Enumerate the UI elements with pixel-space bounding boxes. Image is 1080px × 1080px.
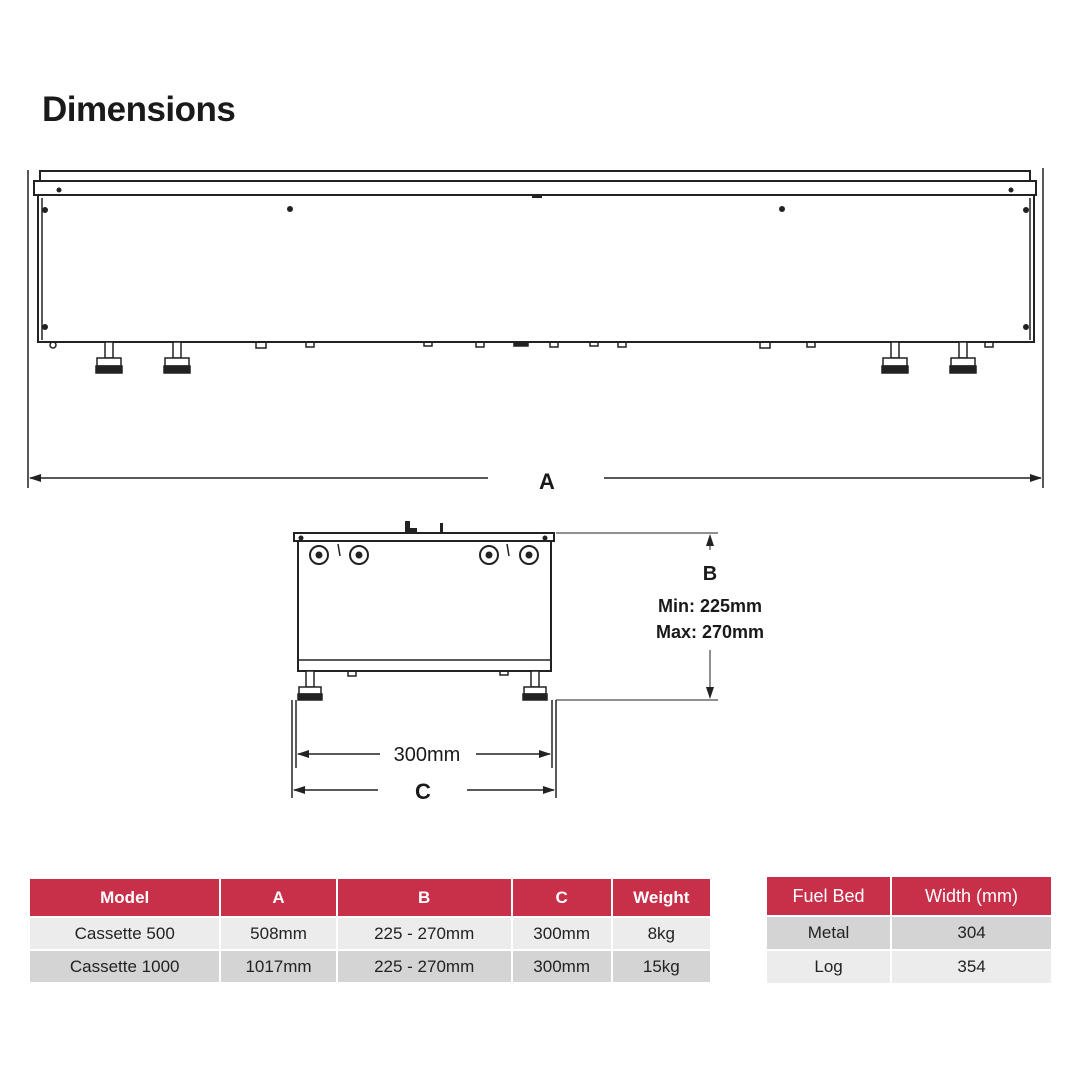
cell-b: 225 - 270mm	[338, 918, 511, 949]
header-model: Model	[30, 879, 219, 916]
fuel-bed-table	[765, 875, 1053, 985]
header-fuel-bed: Fuel Bed	[767, 877, 890, 915]
header-weight: Weight	[613, 879, 710, 916]
cell-b: 225 - 270mm	[338, 951, 511, 982]
label-a: A	[539, 469, 555, 494]
cell-a: 1017mm	[221, 951, 335, 982]
cell-a: 508mm	[221, 918, 335, 949]
models-header-row	[30, 879, 710, 916]
front-feet	[96, 342, 976, 373]
cell-width: 304	[892, 917, 1051, 949]
label-depth: 300mm	[393, 744, 461, 766]
table-row	[30, 918, 710, 949]
header-a: A	[221, 879, 335, 916]
fuel-header-row	[767, 877, 1051, 915]
front-view	[34, 171, 1036, 373]
table-row	[767, 917, 1051, 949]
dimension-b	[556, 533, 718, 700]
cell-model: Cassette 500	[30, 918, 219, 949]
label-b: B	[702, 563, 718, 585]
table-row	[30, 951, 710, 982]
cell-weight: 8kg	[613, 918, 710, 949]
cell-c: 300mm	[513, 951, 611, 982]
label-b-min: Min: 225mm	[657, 596, 763, 616]
side-feet	[298, 671, 547, 700]
cell-model: Cassette 1000	[30, 951, 219, 982]
side-view	[294, 521, 554, 700]
header-width: Width (mm)	[892, 877, 1051, 915]
header-c: C	[513, 879, 611, 916]
header-b: B	[338, 879, 511, 916]
cell-fuel-bed: Metal	[767, 917, 890, 949]
table-row	[767, 951, 1051, 983]
label-b-max: Max: 270mm	[655, 622, 765, 642]
cell-width: 354	[892, 951, 1051, 983]
cell-c: 300mm	[513, 918, 611, 949]
cell-weight: 15kg	[613, 951, 710, 982]
cell-fuel-bed: Log	[767, 951, 890, 983]
label-c: C	[415, 779, 431, 804]
models-table	[28, 877, 712, 984]
page-title: Dimensions	[42, 90, 236, 129]
